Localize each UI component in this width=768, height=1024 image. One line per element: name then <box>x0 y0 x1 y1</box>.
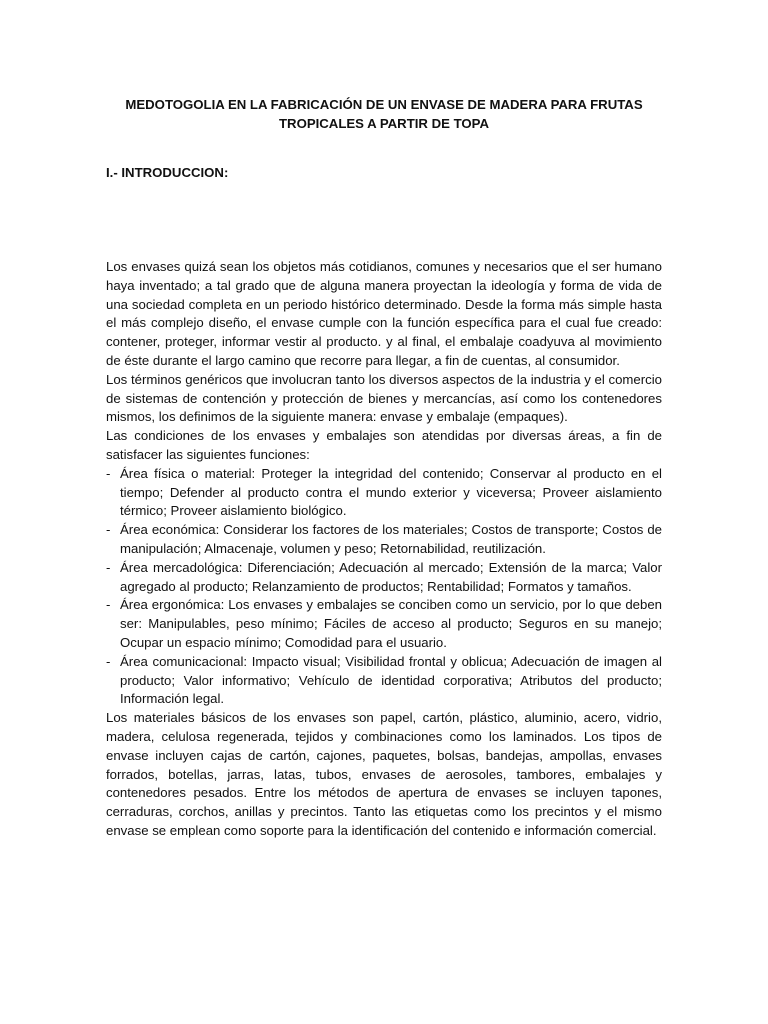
paragraph-terminos: Los términos genéricos que involucran tanto los diversos aspectos de la industria y el comercio de sistemas de contención y protección de bienes y mercancías, así como los contenedores mismos, los definimos de la siguiente manera: envase y embalaje (empaques). <box>106 371 662 425</box>
bullet-dash: - <box>106 465 111 481</box>
document-title <box>106 0 662 133</box>
areas-list <box>106 465 662 709</box>
list-item-text: Área comunicacional: Impacto visual; Visibilidad frontal y oblicua; Adecuación de imagen al producto; Valor informativo; Vehículo de identidad corporativa; Atributos del producto; Información legal. <box>120 653 662 707</box>
section-heading-introduccion: I.- INTRODUCCION: <box>106 165 229 180</box>
list-item <box>106 521 662 559</box>
document-title-line-2: TROPICALES A PARTIR DE TOPA <box>278 116 490 131</box>
bullet-dash: - <box>106 522 111 538</box>
list-item <box>106 596 662 652</box>
paragraph-condiciones: Las condiciones de los envases y embalajes son atendidas por diversas áreas, a fin de satisfacer las siguientes funciones: <box>106 428 662 462</box>
document-body <box>106 258 662 841</box>
list-item <box>106 465 662 521</box>
bullet-dash: - <box>106 559 111 575</box>
list-item <box>106 653 662 709</box>
bullet-dash: - <box>106 597 111 613</box>
list-item-text: Área ergonómica: Los envases y embalajes se conciben como un servicio, por lo que deben ser: Manipulables, peso mínimo; Fáciles de acceso al producto; Seguros en su manejo; Ocupar un espacio mínimo; Comodidad para el usuario. <box>120 597 662 650</box>
paragraph-materiales: Los materiales básicos de los envases son papel, cartón, plástico, aluminio, acero, vidrio, madera, celulosa regenerada, tejidos y combinaciones como los laminados. Los tipos de envase incluyen cajas de cartón, cajones, paquetes, bolsas, bandejas, ampollas, envases forrados, botellas, jarras, latas, tubos, envases de aerosoles, tambores, embalajes y contenedores pesados. Entre los métodos de apertura de envases se incluyen tapones, cerraduras, corchos, anillas y precintos. Tanto las etiquetas como los precintos y el mismo envase se emplean como soporte para la identificación del contenido e información comercial. <box>106 710 662 838</box>
bullet-dash: - <box>106 653 111 669</box>
list-item-text: Área mercadológica: Diferenciación; Adecuación al mercado; Extensión de la marca; Valor agregado al producto; Relanzamiento de productos; Rentabilidad; Formatos y tamaños. <box>120 559 662 594</box>
list-item-text: Área económica: Considerar los factores de los materiales; Costos de transporte; Costos de manipulación; Almacenaje, volumen y peso; Retornabilidad, reutilización. <box>120 522 662 556</box>
list-item-text: Área física o material: Proteger la integridad del contenido; Conservar al producto en el tiempo; Defender al producto contra el mundo exterior y viceversa; Proveer aislamiento térmico; Proveer aislamiento biológico. <box>120 465 662 519</box>
document-title-line-1: MEDOTOGOLIA EN LA FABRICACIÓN DE UN ENVASE DE MADERA PARA FRUTAS <box>125 97 643 112</box>
list-item <box>106 559 662 597</box>
paragraph-intro: Los envases quizá sean los objetos más cotidianos, comunes y necesarios que el ser humano haya inventado; a tal grado que de alguna manera proyectan la ideología y forma de vida de una sociedad completa en un periodo histórico determinado. Desde la forma más simple hasta el más complejo diseño, el envase cumple con la función específica para el cual fue creado: contener, proteger, informar vestir al producto. y al final, el embalaje coadyuva al movimiento de éste durante el largo camino que recorre para llegar, a fin de cuentas, al consumidor. <box>106 259 662 368</box>
